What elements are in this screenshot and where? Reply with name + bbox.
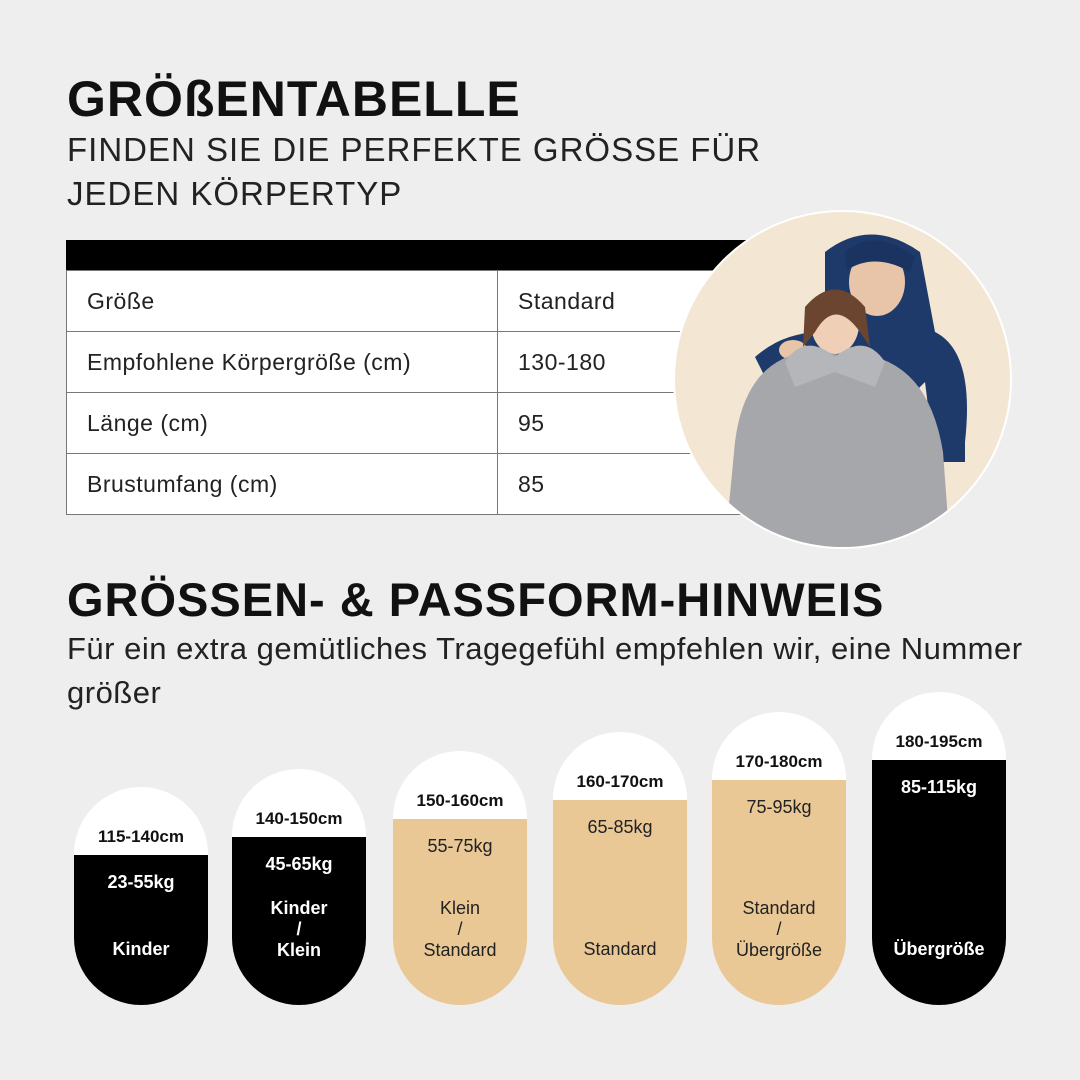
pill-type-separator: / bbox=[457, 919, 463, 939]
pill-type-line1: Klein bbox=[439, 898, 481, 918]
pill-type-line2: Klein bbox=[276, 940, 321, 960]
pill-weight: 45-65kg bbox=[265, 854, 333, 874]
size-table bbox=[66, 240, 746, 515]
pill-weight: 23-55kg bbox=[107, 872, 175, 892]
pill-type bbox=[232, 898, 366, 961]
size-table-subtitle: FINDEN SIE DIE PERFEKTE GRÖSSE FÜR JEDEN KÖRPERTYP bbox=[67, 131, 762, 212]
pill-height: 140-150cm bbox=[232, 769, 366, 837]
table-row bbox=[67, 332, 746, 393]
pill-type-line1: Standard bbox=[742, 898, 816, 918]
pill-height: 160-170cm bbox=[553, 732, 687, 800]
product-photo bbox=[673, 210, 1012, 549]
pill-weight: 55-75kg bbox=[427, 836, 493, 856]
pill-type-line1: Kinder bbox=[112, 939, 170, 959]
pill-type-separator: / bbox=[776, 919, 782, 939]
size-pill bbox=[232, 769, 366, 1005]
models-illustration bbox=[675, 212, 1010, 547]
row-label: Größe bbox=[67, 271, 498, 332]
row-label: Empfohlene Körpergröße (cm) bbox=[67, 332, 498, 393]
size-table-title: GRÖßENTABELLE bbox=[67, 71, 521, 127]
size-pill bbox=[712, 712, 846, 1005]
pill-type bbox=[712, 898, 846, 961]
pill-weight: 65-85kg bbox=[587, 817, 653, 837]
pill-weight: 85-115kg bbox=[900, 777, 978, 797]
row-value: 85 bbox=[498, 454, 746, 515]
table-header-bar bbox=[66, 240, 746, 270]
pill-type-line1: Kinder bbox=[270, 898, 328, 918]
row-label: Länge (cm) bbox=[67, 393, 498, 454]
row-value: 95 bbox=[498, 393, 746, 454]
pill-type-line2: Standard bbox=[423, 940, 497, 960]
pill-type-line1: Standard bbox=[583, 939, 657, 959]
pill-height: 150-160cm bbox=[393, 751, 527, 819]
pill-type-line2: Übergröße bbox=[735, 940, 823, 960]
table-row bbox=[67, 393, 746, 454]
pill-height: 170-180cm bbox=[712, 712, 846, 780]
fit-note-subtitle: Für ein extra gemütliches Tragegefühl empfehlen wir, eine Nummer größer bbox=[67, 631, 1023, 710]
table-row bbox=[67, 454, 746, 515]
pill-type-line1: Übergröße bbox=[893, 939, 985, 959]
fit-note-title: GRÖSSEN- & PASSFORM-HINWEIS bbox=[67, 573, 885, 626]
pill-type-separator: / bbox=[296, 919, 302, 939]
pill-height: 180-195cm bbox=[872, 692, 1006, 760]
row-value: Standard bbox=[498, 271, 746, 332]
table-row bbox=[67, 271, 746, 332]
row-label: Brustumfang (cm) bbox=[67, 454, 498, 515]
pill-type bbox=[74, 939, 208, 960]
pill-type bbox=[393, 898, 527, 961]
size-pill bbox=[74, 787, 208, 1005]
size-pill bbox=[553, 732, 687, 1005]
row-value: 130-180 bbox=[498, 332, 746, 393]
size-pill bbox=[872, 692, 1006, 1005]
size-pill bbox=[393, 751, 527, 1005]
pill-type bbox=[872, 939, 1006, 960]
pill-type bbox=[553, 939, 687, 960]
pill-weight: 75-95kg bbox=[746, 797, 812, 817]
pill-height: 115-140cm bbox=[74, 787, 208, 855]
